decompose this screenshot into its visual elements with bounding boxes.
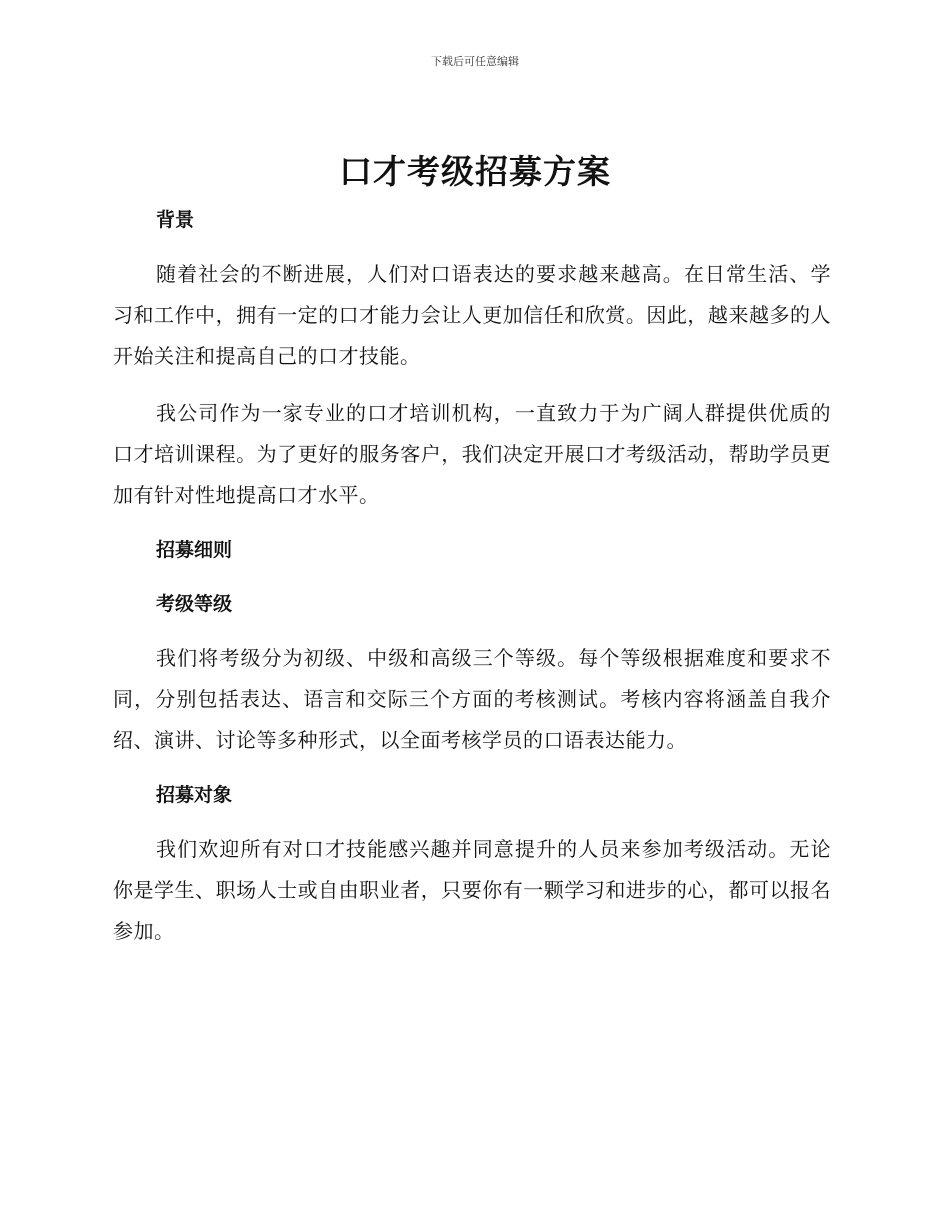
paragraph-background-1: 随着社会的不断进展，人们对口语表达的要求越来越高。在日常生活、学习和工作中，拥有一定的口才能力会让人更加信任和欣赏。因此，越来越多的人开始关注和提高自己的口才技能。: [113, 262, 831, 368]
paragraph-background-2: 我公司作为一家专业的口才培训机构，一直致力于为广阔人群提供优质的口才培训课程。为了更好的服务客户，我们决定开展口才考级活动，帮助学员更加有针对性地提高口才水平。: [113, 401, 831, 507]
section-heading-rules: 招募细则: [156, 539, 233, 561]
paragraph-levels-1: 我们将考级分为初级、中级和高级三个等级。每个等级根据难度和要求不同，分别包括表达、语言和交际三个方面的考核测试。考核内容将涵盖自我介绍、演讲、讨论等多种形式，以全面考核学员的口语表达能力。: [113, 646, 831, 752]
section-heading-targets: 招募对象: [156, 784, 233, 806]
section-heading-levels: 考级等级: [156, 593, 233, 615]
section-heading-background: 背景: [156, 209, 195, 231]
page-header-note: 下载后可任意编辑: [431, 55, 519, 68]
document-body: [113, 200, 831, 952]
document-title: 口才考级招募方案: [339, 152, 611, 191]
paragraph-targets-1: 我们欢迎所有对口才技能感兴趣并同意提升的人员来参加考级活动。无论你是学生、职场人士或自由职业者，只要你有一颗学习和进步的心，都可以报名参加。: [113, 837, 831, 943]
